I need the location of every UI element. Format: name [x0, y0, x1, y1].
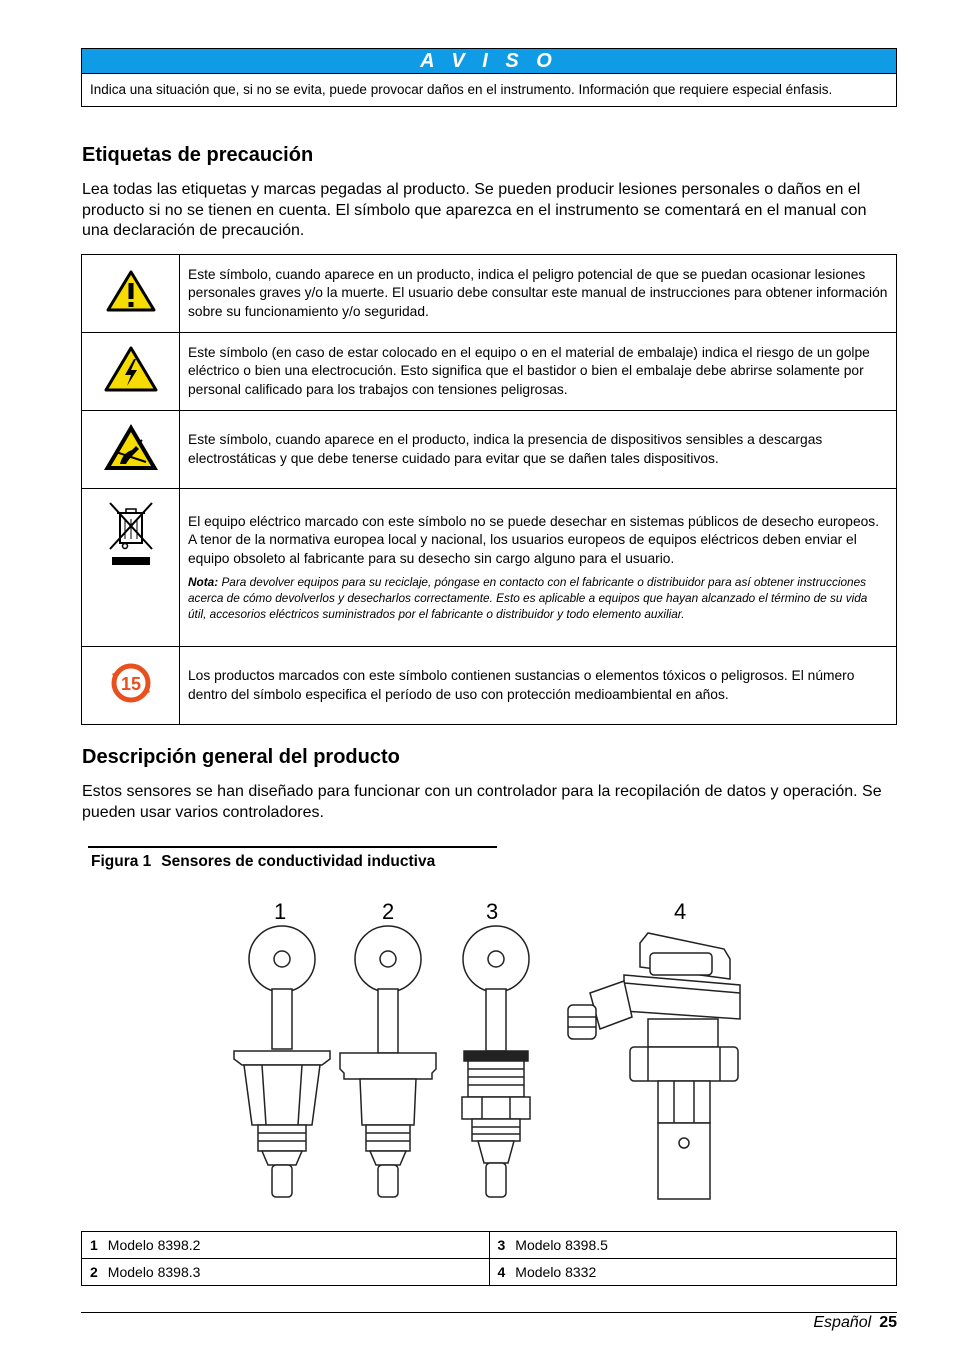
footer-language: Español [813, 1314, 872, 1331]
note [188, 574, 888, 622]
weee-bin-icon [82, 489, 180, 647]
symbol-row [82, 333, 897, 411]
overview-heading: Descripción general del producto [82, 746, 400, 768]
symbol-description: Los productos marcados con este símbolo contienen sustancias o elementos tóxicos o peligrosos. El número dentro del símbolo especifica el período de uso con protección medioambiental en años. [180, 647, 897, 725]
notice-box [81, 48, 897, 107]
legend-text: Modelo 8398.2 [107, 1237, 201, 1253]
footer-text [813, 1314, 897, 1332]
legend-item [82, 1232, 490, 1259]
figure-title: Sensores de conductividad inductiva [161, 853, 436, 870]
legend-number: 1 [90, 1237, 98, 1253]
sensor-8398-5-drawing [462, 926, 530, 1197]
symbol-description: El equipo eléctrico marcado con este símbolo no se puede desechar en sistemas públicos de desecho europeos. A tenor de la normativa europea local y nacional, los usuarios europeos de equipos eléctricos deben enviar el equipo obsoleto al fabricante para su desecho sin cargo alguno para el usuario. [188, 513, 880, 566]
legend-row [82, 1232, 897, 1259]
notice-title: A V I S O [82, 49, 896, 74]
figure-label: Figura 1 [91, 853, 152, 870]
sensor-8398-2-drawing [234, 926, 330, 1197]
sensor-8332-drawing [568, 933, 740, 1199]
legend-row [82, 1259, 897, 1286]
page-footer [81, 1312, 897, 1331]
figure-number-4: 4 [674, 899, 687, 924]
symbol-row [82, 647, 897, 725]
symbol-row [82, 255, 897, 333]
figure-caption [88, 846, 497, 871]
epup-15-icon [82, 647, 180, 725]
precaution-heading: Etiquetas de precaución [82, 144, 314, 166]
symbol-table [81, 254, 897, 725]
legend-text: Modelo 8332 [515, 1264, 597, 1280]
symbol-description: Este símbolo (en caso de estar colocado en el equipo o en el material de embalaje) indica el riesgo de un golpe eléctrico o bien una electrocución. Esto significa que el bastidor o bien el embalaje debe abrirse solamente por personal calificado para los trabajos con tensiones peligrosas. [180, 333, 897, 411]
legend-text: Modelo 8398.5 [515, 1237, 608, 1253]
symbol-row [82, 411, 897, 489]
note-text: Para devolver equipos para su reciclaje, póngase en contacto con el fabricante o distribuidor para así obtener instrucciones acerca de cómo devolverlos y desecharlos correctamente. Esto es aplicable a equipos que hayan alcanzado el término de su vida útil, accesorios eléctricos suministrados por el fabricante o distribuidor y todo elemento auxiliar. [188, 575, 868, 622]
symbol-description-cell [180, 489, 897, 647]
symbol-row [82, 489, 897, 647]
legend-number: 3 [497, 1237, 506, 1253]
sensor-8398-3-drawing [340, 926, 436, 1197]
legend-item [489, 1232, 897, 1259]
notice-text: Indica una situación que, si no se evita, puede provocar daños en el instrumento. Información que requiere especial énfasis. [90, 82, 833, 97]
figure-legend-table [81, 1231, 897, 1286]
warning-triangle-icon [82, 255, 180, 333]
precaution-paragraph: Lea todas las etiquetas y marcas pegadas al producto. Se pueden producir lesiones personales o daños en el producto si no se tienen en cuenta. El símbolo que aparezca en el instrumento se comentará en el manual con una declaración de precaución. [82, 181, 867, 239]
overview-paragraph: Estos sensores se han diseñado para funcionar con un controlador para la recopilación de datos y operación. Se pueden usar varios controladores. [82, 783, 882, 821]
sensor-figure [200, 893, 760, 1213]
legend-number: 4 [497, 1264, 506, 1280]
legend-text: Modelo 8398.3 [107, 1264, 201, 1280]
esd-icon [82, 411, 180, 489]
legend-item [489, 1259, 897, 1286]
figure-number-1: 1 [274, 899, 287, 924]
electric-shock-icon [82, 333, 180, 411]
legend-item [82, 1259, 490, 1286]
note-label: Nota: [188, 575, 219, 590]
symbol-description: Este símbolo, cuando aparece en el producto, indica la presencia de dispositivos sensibles a descargas electrostáticas y que debe tenerse cuidado para evitar que se dañen tales dispositivos. [180, 411, 897, 489]
page-number: 25 [879, 1314, 897, 1331]
figure-number-3: 3 [486, 899, 499, 924]
figure-number-2: 2 [382, 899, 395, 924]
legend-number: 2 [90, 1264, 98, 1280]
symbol-description: Este símbolo, cuando aparece en un producto, indica el peligro potencial de que se puedan ocasionar lesiones personales graves y/o la muerte. El usuario debe consultar este manual de instrucciones para obtener información sobre su funcionamiento y/o seguridad. [180, 255, 897, 333]
epup-number: 15 [120, 674, 141, 694]
